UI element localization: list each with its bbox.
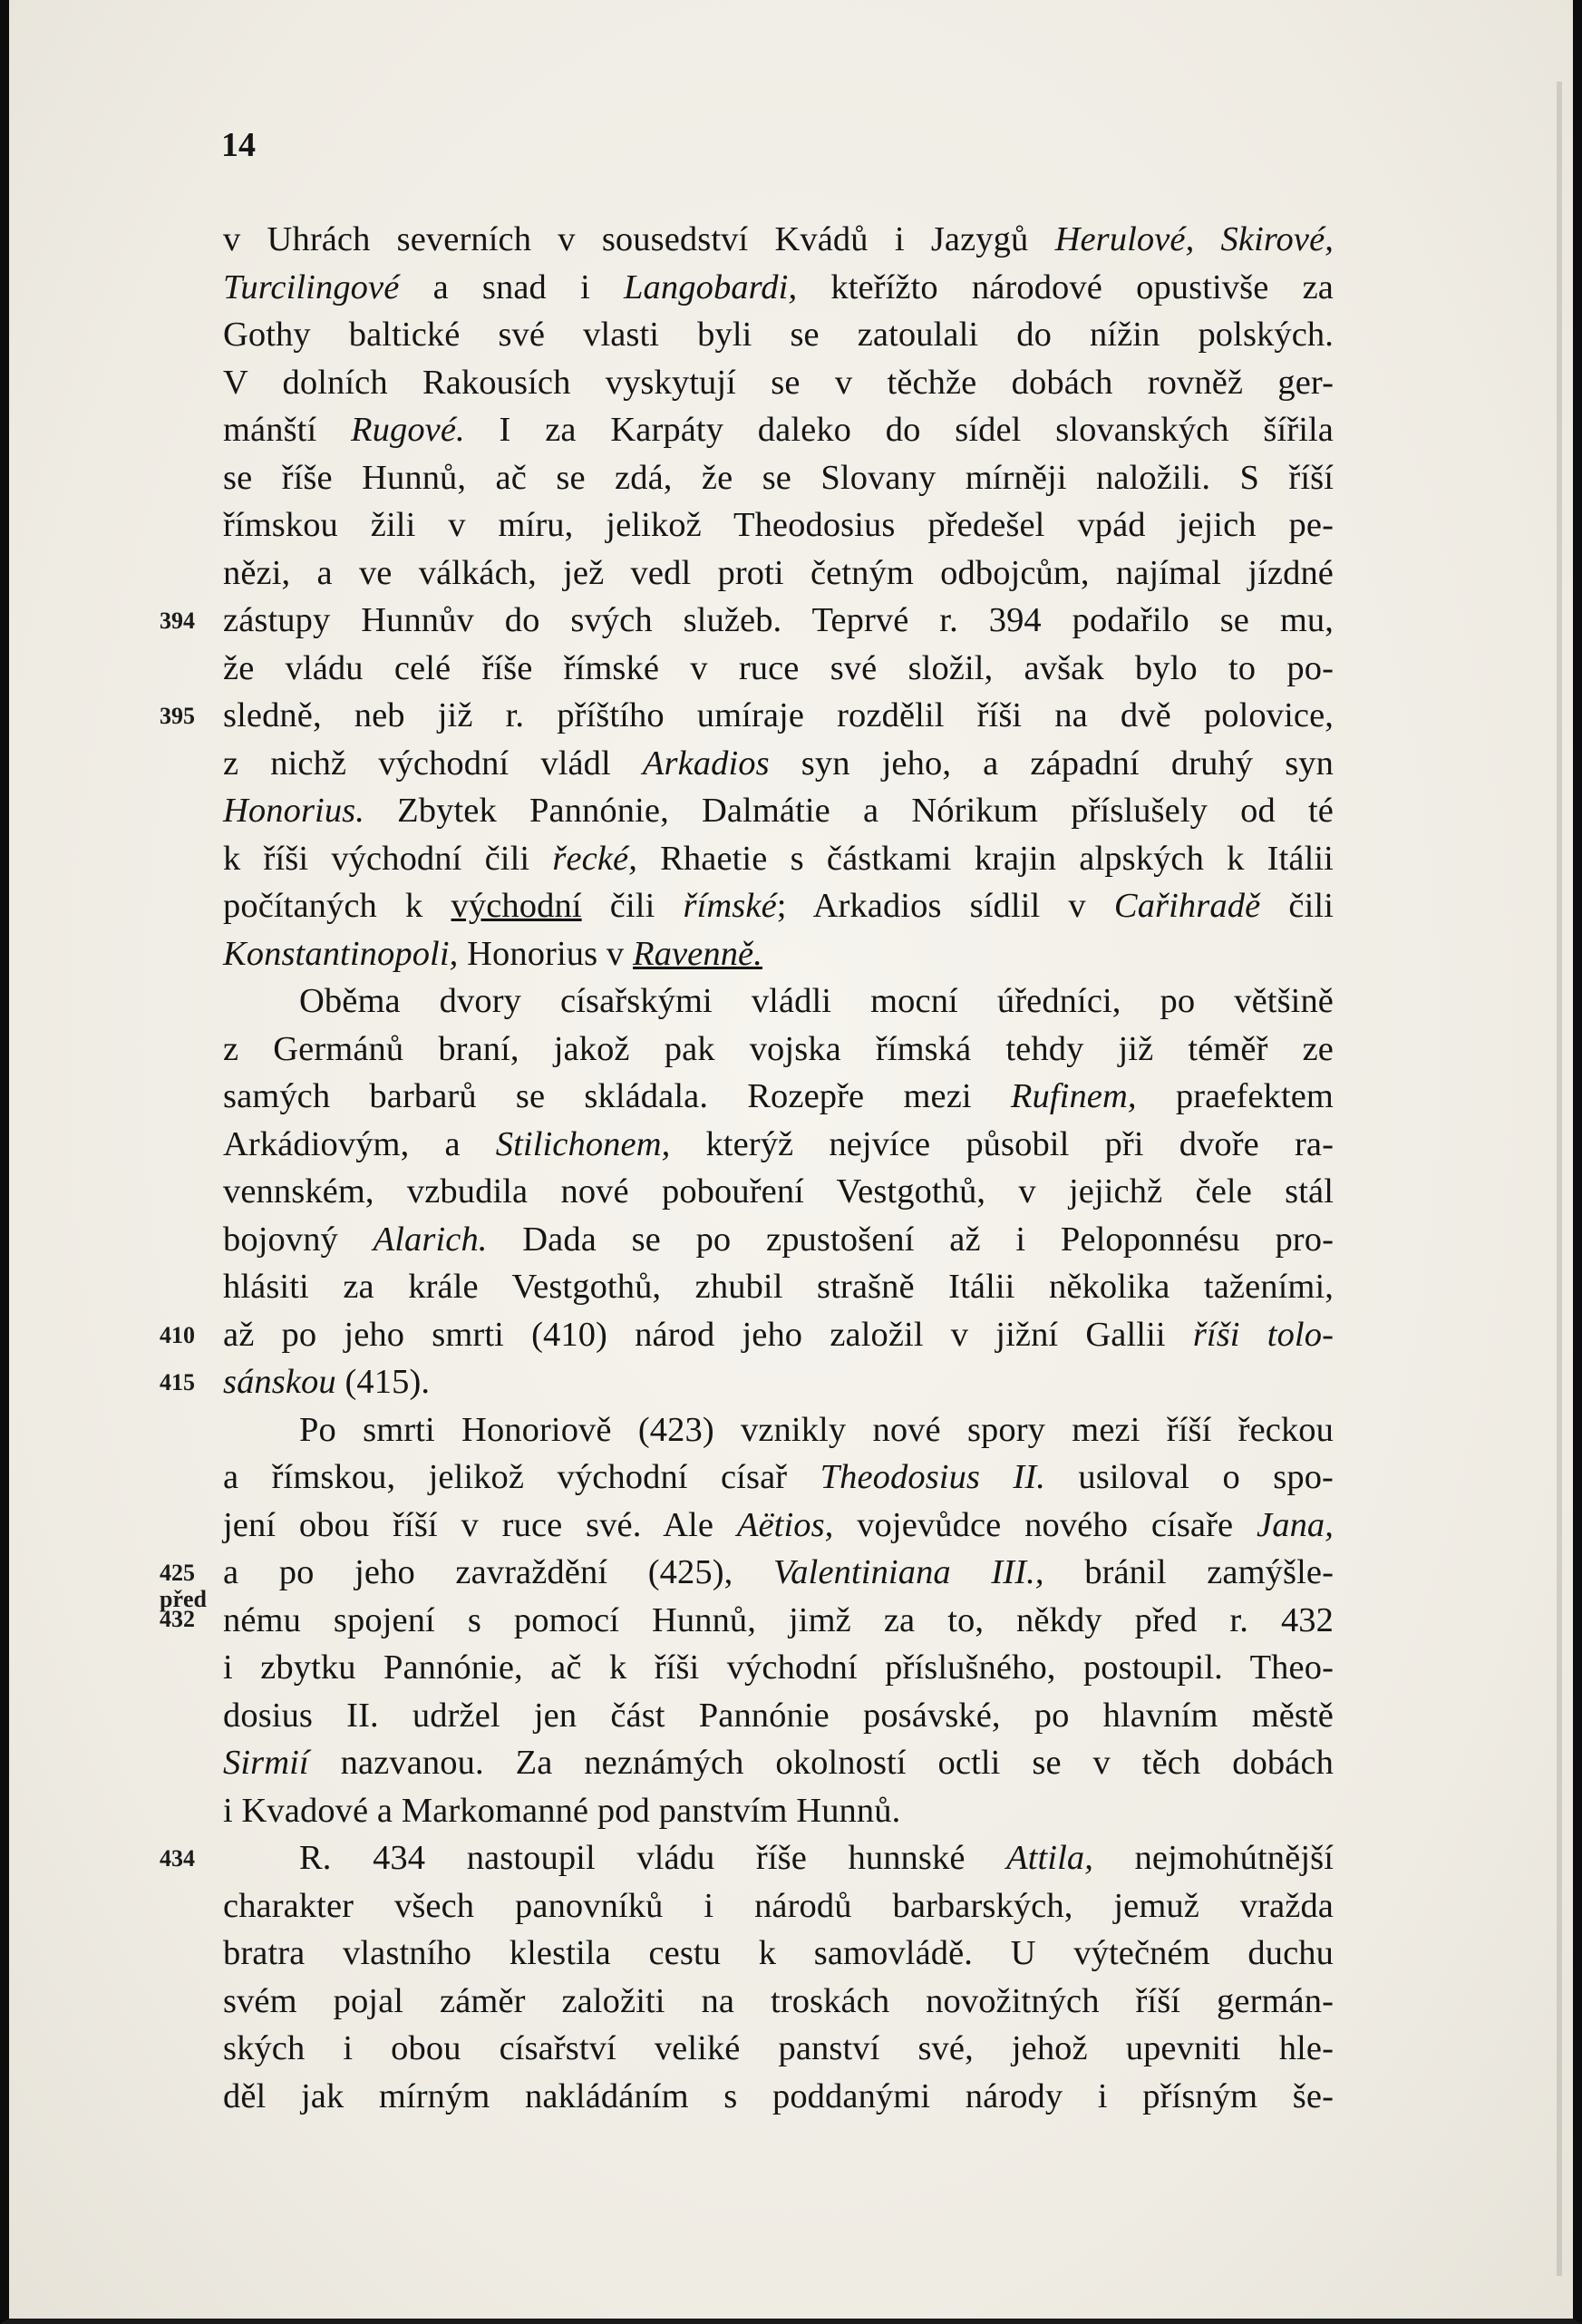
- margin-year-note: 434: [160, 1845, 195, 1872]
- text-segment: sánskou: [223, 1363, 336, 1401]
- text-segment: i Kvadové a Markomanné pod panstvím Hunnů.: [223, 1791, 901, 1830]
- margin-year-note: 425: [160, 1560, 195, 1586]
- text-line: [223, 1644, 1334, 1692]
- text-segment: Ravenně.: [633, 934, 762, 973]
- text-line: [223, 1834, 1334, 1882]
- text-line: [223, 311, 1334, 359]
- text-line: [223, 977, 1334, 1026]
- page-number: 14: [221, 126, 256, 164]
- text-segment: samých barbarů se skládala. Rozepře mezi: [223, 1077, 1011, 1115]
- text-segment: Turcilingové: [223, 267, 400, 306]
- text-segment: Alarich.: [373, 1220, 488, 1259]
- text-line: [223, 1692, 1334, 1740]
- text-segment: počítaných k: [223, 887, 451, 925]
- text-line: [223, 1406, 1334, 1454]
- text-segment: usiloval o spo-: [1044, 1458, 1334, 1496]
- text-segment: bratra vlastního klestila cestu k samovládě. U výtečném duchu: [223, 1934, 1334, 1972]
- text-segment: dosius II. udržel jen část Pannónie posávské, po hlavním městě: [223, 1696, 1334, 1735]
- margin-year-note: před: [160, 1585, 207, 1612]
- text-segment: I za Karpáty daleko do sídel slovanských šířila: [464, 411, 1334, 449]
- text-segment: Arkadios: [642, 744, 770, 783]
- text-segment: východní: [451, 887, 582, 925]
- text-line: [223, 1121, 1334, 1169]
- text-segment: říši tolo-: [1192, 1315, 1334, 1354]
- text-line: [223, 1502, 1334, 1550]
- text-segment: nazvanou. Za neznámých okolností octli se v těch dobách: [308, 1744, 1334, 1782]
- text-segment: a římskou, jelikož východní císař: [223, 1458, 820, 1496]
- text-segment: čili: [1260, 887, 1334, 925]
- text-segment: děl jak mírným nakládáním s poddanými národy i přísným še-: [223, 2076, 1334, 2115]
- text-segment: zástupy Hunnův do svých služeb. Teprvé r. 394 podařilo se mu,: [223, 601, 1334, 639]
- text-line: [223, 597, 1334, 645]
- text-segment: charakter všech panovníků i národů barbarských, jemuž vražda: [223, 1886, 1334, 1925]
- margin-year-note: 415: [160, 1369, 195, 1395]
- text-segment: Stilichonem,: [495, 1124, 671, 1163]
- text-line: [223, 1216, 1334, 1264]
- text-line: [223, 454, 1334, 502]
- text-segment: svém pojal záměr založiti na troskách novožitných říší germán-: [223, 1981, 1334, 2020]
- text-line: [223, 216, 1334, 264]
- page-edge-shadow: [1557, 82, 1562, 2276]
- text-segment: Attila,: [1006, 1839, 1093, 1877]
- text-line: [223, 1311, 1334, 1359]
- text-segment: Honorius v: [458, 934, 634, 973]
- text-line: [223, 1787, 1334, 1835]
- text-line: [223, 359, 1334, 407]
- text-segment: R. 434 nastoupil vládu říše hunnské: [299, 1839, 1007, 1877]
- text-segment: z Germánů braní, jakož pak vojska římská tehdy již téměř ze: [223, 1029, 1334, 1068]
- text-segment: kteřížto národové opustivše za: [797, 267, 1334, 306]
- text-line: [223, 1073, 1334, 1121]
- text-segment: Langobardi,: [624, 267, 798, 306]
- text-segment: Jana,: [1257, 1505, 1334, 1544]
- text-segment: nejmohútnější: [1092, 1839, 1334, 1877]
- text-line: [223, 787, 1334, 835]
- text-line: [223, 740, 1334, 788]
- text-segment: Theodosius II.: [820, 1458, 1045, 1496]
- text-line: [223, 1597, 1334, 1645]
- text-segment: římské: [683, 887, 777, 925]
- text-segment: kterýž nejvíce působil při dvoře ra-: [670, 1124, 1334, 1163]
- text-line: [223, 1168, 1334, 1216]
- text-segment: sledně, neb již r. příštího umíraje rozdělil říši na dvě polovice,: [223, 696, 1334, 734]
- text-segment: ; Arkadios sídlil v: [776, 887, 1114, 925]
- text-line: [223, 692, 1334, 740]
- text-line: [223, 549, 1334, 598]
- text-segment: nězi, a ve válkách, jež vedl proti četným odbojcům, najímal jízdné: [223, 553, 1334, 592]
- margin-year-note: 432: [160, 1605, 195, 1632]
- text-segment: z nichž východní vládl: [223, 744, 643, 783]
- margin-year-note: 395: [160, 703, 195, 729]
- text-segment: Aëtios,: [736, 1505, 834, 1544]
- body-text: [223, 216, 1334, 2120]
- text-segment: Dada se po zpustošení až i Peloponnésu pro-: [487, 1220, 1334, 1259]
- text-line: [223, 2025, 1334, 2073]
- text-segment: bojovný: [223, 1220, 374, 1259]
- text-line: [223, 882, 1334, 930]
- text-segment: Oběma dvory císařskými vládli mocní úředníci, po většině: [299, 982, 1334, 1020]
- text-segment: řecké,: [552, 839, 637, 878]
- text-segment: římskou žili v míru, jelikož Theodosius předešel vpád jejich pe-: [223, 506, 1334, 544]
- margin-year-note: 410: [160, 1321, 195, 1348]
- text-segment: v Uhrách severních v sousedství Kvádů i Jazygů: [223, 220, 1055, 258]
- text-segment: syn jeho, a západní druhý syn: [769, 744, 1334, 783]
- text-segment: (415).: [335, 1363, 431, 1401]
- text-segment: nému spojení s pomocí Hunnů, jimž za to, někdy před r. 432: [223, 1600, 1334, 1639]
- text-line: [223, 1263, 1334, 1311]
- text-segment: i zbytku Pannónie, ač k říši východní příslušného, postoupil. Theo-: [223, 1648, 1334, 1687]
- text-line: [223, 930, 1334, 978]
- text-segment: Rhaetie s částkami krajin alpských k Itálii: [636, 839, 1334, 878]
- text-line: [223, 1454, 1334, 1502]
- text-segment: se říše Hunnů, ač se zdá, že se Slovany mírněji naložili. S říší: [223, 458, 1334, 497]
- text-segment: Konstantinopoli,: [223, 934, 459, 973]
- text-segment: Valentiniana III.,: [772, 1553, 1044, 1591]
- text-segment: Herulové, Skirové,: [1054, 220, 1334, 258]
- text-line: [223, 1882, 1334, 1930]
- text-segment: Po smrti Honoriově (423) vznikly nové spory mezi říší řeckou: [299, 1410, 1334, 1449]
- text-segment: Sirmií: [223, 1744, 309, 1782]
- text-segment: ských i obou císařství veliké panství své, jehož upevniti hle-: [223, 2029, 1334, 2067]
- text-segment: V dolních Rakousích vyskytují se v těchže dobách rovněž ger-: [223, 363, 1334, 402]
- text-segment: vennském, vzbudila nové pobouření Vestgothů, v jejichž čele stál: [223, 1172, 1334, 1211]
- text-line: [223, 2073, 1334, 2121]
- text-line: [223, 1026, 1334, 1074]
- text-line: [223, 1739, 1334, 1787]
- text-segment: a snad i: [399, 267, 625, 306]
- text-segment: jení obou říší v ruce své. Ale: [223, 1505, 737, 1544]
- text-line: [223, 1930, 1334, 1978]
- text-segment: že vládu celé říše římské v ruce své složil, avšak bylo to po-: [223, 648, 1334, 687]
- text-line: [223, 645, 1334, 693]
- text-segment: Gothy baltické své vlasti byli se zatoulali do nížin polských.: [223, 316, 1334, 354]
- text-line: [223, 1978, 1334, 2026]
- text-segment: praefektem: [1136, 1077, 1334, 1115]
- text-line: [223, 264, 1334, 312]
- text-segment: čili: [581, 887, 684, 925]
- text-segment: bránil zamýšle-: [1043, 1553, 1334, 1591]
- text-segment: hlásiti za krále Vestgothů, zhubil strašně Itálii několika taženími,: [223, 1268, 1334, 1306]
- text-line: [223, 501, 1334, 549]
- text-line: [223, 1358, 1334, 1406]
- text-segment: Rufinem,: [1010, 1077, 1137, 1115]
- text-segment: Arkádiovým, a: [223, 1124, 496, 1163]
- text-segment: Cařihradě: [1113, 887, 1261, 925]
- text-segment: vojevůdce nového císaře: [833, 1505, 1257, 1544]
- text-line: [223, 835, 1334, 883]
- text-line: [223, 1549, 1334, 1597]
- margin-year-note: 394: [160, 608, 195, 634]
- text-segment: a po jeho zavraždění (425),: [223, 1553, 773, 1591]
- text-segment: Rugové.: [351, 411, 465, 449]
- text-segment: Zbytek Pannónie, Dalmátie a Nórikum příslušely od té: [364, 792, 1334, 830]
- text-segment: až po jeho smrti (410) národ jeho založil v jižní Gallii: [223, 1315, 1193, 1354]
- text-segment: Honorius.: [223, 792, 364, 830]
- text-segment: mánští: [223, 411, 352, 449]
- text-segment: k říši východní čili: [223, 839, 553, 878]
- text-line: [223, 406, 1334, 454]
